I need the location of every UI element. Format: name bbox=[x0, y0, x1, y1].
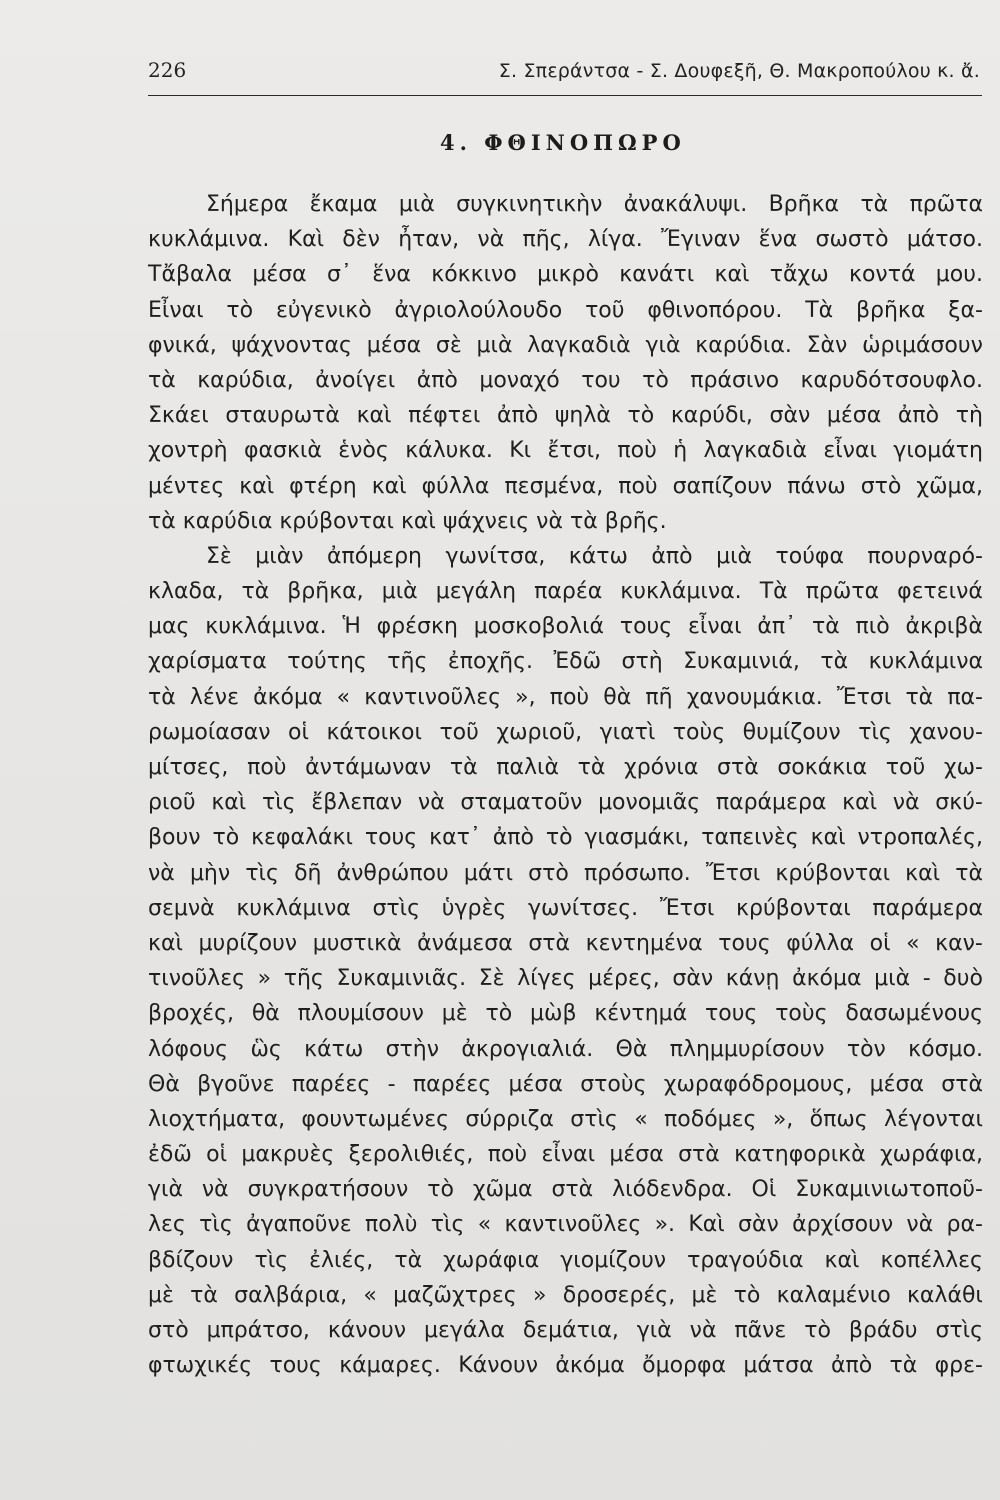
text-line: λιοχτήματα, φουντωμένες σύρριζα στὶς « ποδόμες », ὅπως λέγονται bbox=[148, 1106, 983, 1132]
text-line: κυκλάμινα. Καὶ δὲν ἦταν, νὰ πῆς, λίγα. Ἔγιναν ἕνα σωστὸ μάτσο. bbox=[148, 227, 983, 253]
text-line: ριοῦ καὶ τὶς ἔβλεπαν νὰ σταματοῦν μονομιᾶς παράμερα καὶ νὰ σκύ- bbox=[148, 790, 983, 816]
text-line: κλαδα, τὰ βρῆκα, μιὰ μεγάλη παρέα κυκλάμινα. Τὰ πρῶτα φετεινά bbox=[148, 579, 983, 605]
text-line: φτωχικές τους κάμαρες. Κάνουν ἀκόμα ὄμορφα μάτσα ἀπὸ τὰ φρε- bbox=[148, 1353, 983, 1379]
text-line: τὰ καρύδια κρύβονται καὶ ψάχνεις νὰ τὰ βρῆς. bbox=[148, 508, 667, 534]
text-line: Τἄβαλα μέσα σ᾿ ἕνα κόκκινο μικρὸ κανάτι καὶ τἄχω κοντά μου. bbox=[148, 262, 983, 288]
running-head: Σ. Σπεράντσα - Σ. Δουφεξῆ, Θ. Μακροπούλου κ. ἄ. bbox=[498, 60, 980, 82]
text-line: μέντες καὶ φτέρη καὶ φύλλα πεσμένα, ποὺ σαπίζουν πάνω στὸ χῶμα, bbox=[148, 473, 983, 499]
text-line: τὰ λένε ἀκόμα « καντινοῦλες », ποὺ θὰ πῆ χανουμάκια. Ἔτσι τὰ πα- bbox=[148, 684, 983, 710]
text-line: μίτσες, ποὺ ἀντάμωναν τὰ παλιὰ τὰ χρόνια στὰ σοκάκια τοῦ χω- bbox=[148, 755, 983, 780]
text-line: βδίζουν τὶς ἐλιές, τὰ χωράφια γιομίζουν τραγούδια καὶ κοπέλλες bbox=[148, 1247, 983, 1273]
page-number: 226 bbox=[148, 58, 187, 82]
text-line: Σήμερα ἔκαμα μιὰ συγκινητικὴν ἀνακάλυψι. Βρῆκα τὰ πρῶτα bbox=[206, 192, 983, 217]
text-line: σεμνὰ κυκλάμινα στὶς ὑγρὲς γωνίτσες. Ἔτσι κρύβονται παράμερα bbox=[148, 895, 983, 921]
text-line: Θὰ βγοῦνε παρέες - παρέες μέσα στοὺς χωραφόδρομους, μέσα στὰ bbox=[148, 1071, 983, 1097]
text-line: τινοῦλες » τῆς Συκαμινιᾶς. Σὲ λίγες μέρες, σὰν κάνῃ ἀκόμα μιὰ - δυὸ bbox=[148, 966, 983, 992]
text-line: καὶ μυρίζουν μυστικὰ ἀνάμεσα στὰ κεντημένα τους φύλλα οἱ « καν- bbox=[148, 930, 983, 956]
text-line: μὲ τὰ σαλβάρια, « μαζῶχτρες » δροσερές, μὲ τὸ καλαμένιο καλάθι bbox=[148, 1282, 983, 1308]
text-line: λόφους ὣς κάτω στὴν ἀκρογιαλιά. Θὰ πλημμυρίσουν τὸν κόσμο. bbox=[148, 1036, 983, 1062]
body-text bbox=[148, 187, 983, 1383]
text-line: νὰ μὴν τὶς δῆ ἀνθρώπου μάτι στὸ πρόσωπο. Ἔτσι κρύβονται καὶ τὰ bbox=[148, 860, 983, 886]
text-line: χαρίσματα τούτης τῆς ἐποχῆς. Ἐδῶ στὴ Συκαμινιά, τὰ κυκλάμινα bbox=[148, 649, 983, 675]
text-line: Σὲ μιὰν ἀπόμερη γωνίτσα, κάτω ἀπὸ μιὰ τούφα πουρναρό- bbox=[206, 543, 983, 569]
text-line: ρωμοίασαν οἱ κάτοικοι τοῦ χωριοῦ, γιατὶ τοὺς θυμίζουν τὶς χανου- bbox=[148, 719, 983, 745]
text-line: Εἶναι τὸ εὐγενικὸ ἀγριολούλουδο τοῦ φθινοπόρου. Τὰ βρῆκα ξα- bbox=[148, 297, 983, 323]
text-line: στὸ μπράτσο, κάνουν μεγάλα δεμάτια, γιὰ νὰ πᾶνε τὸ βράδυ στὶς bbox=[148, 1318, 983, 1343]
text-line: λες τὶς ἀγαποῦνε πολὺ τὶς « καντινοῦλες ». Καὶ σὰν ἀρχίσουν νὰ ρα- bbox=[148, 1212, 983, 1238]
text-line: βροχές, θὰ πλουμίσουν μὲ τὸ μὼβ κέντημά τους τοὺς δασωμένους bbox=[148, 1001, 983, 1027]
text-line: τὰ καρύδια, ἀνοίγει ἀπὸ μοναχό του τὸ πράσινο καρυδότσουφλο. bbox=[148, 367, 983, 393]
text-line: Σκάει σταυρωτὰ καὶ πέφτει ἀπὸ ψηλὰ τὸ καρύδι, σὰν μέσα ἀπὸ τὴ bbox=[148, 403, 983, 429]
text-line: γιὰ νὰ συγκρατήσουν τὸ χῶμα στὰ λιόδενδρα. Οἱ Συκαμινιωτοποῦ- bbox=[148, 1177, 983, 1203]
header-rule bbox=[148, 95, 982, 96]
text-line: ἐδῶ οἱ μακρυὲς ξερολιθιές, ποὺ εἶναι μέσα στὰ κατηφορικὰ χωράφια, bbox=[148, 1142, 983, 1168]
text-line: χοντρὴ φασκιὰ ἑνὸς κάλυκα. Κι ἔτσι, ποὺ ἡ λαγκαδιὰ εἶναι γιομάτη bbox=[148, 438, 983, 464]
chapter-title: 4. ΦΘΙΝΟΠΩΡΟ bbox=[440, 130, 686, 155]
text-line: φνικά, ψάχνοντας μέσα σὲ μιὰ λαγκαδιὰ γιὰ καρύδια. Σὰν ὡριμάσουν bbox=[148, 332, 983, 358]
text-line: βουν τὸ κεφαλάκι τους κατ᾿ ἀπὸ τὸ γιασμάκι, ταπεινὲς καὶ ντροπαλές, bbox=[148, 825, 983, 851]
page-header bbox=[148, 58, 980, 90]
text-line: μας κυκλάμινα. Ἡ φρέσκη μοσκοβολιά τους εἶναι ἀπ᾿ τὰ πιὸ ἀκριβὰ bbox=[148, 614, 983, 640]
